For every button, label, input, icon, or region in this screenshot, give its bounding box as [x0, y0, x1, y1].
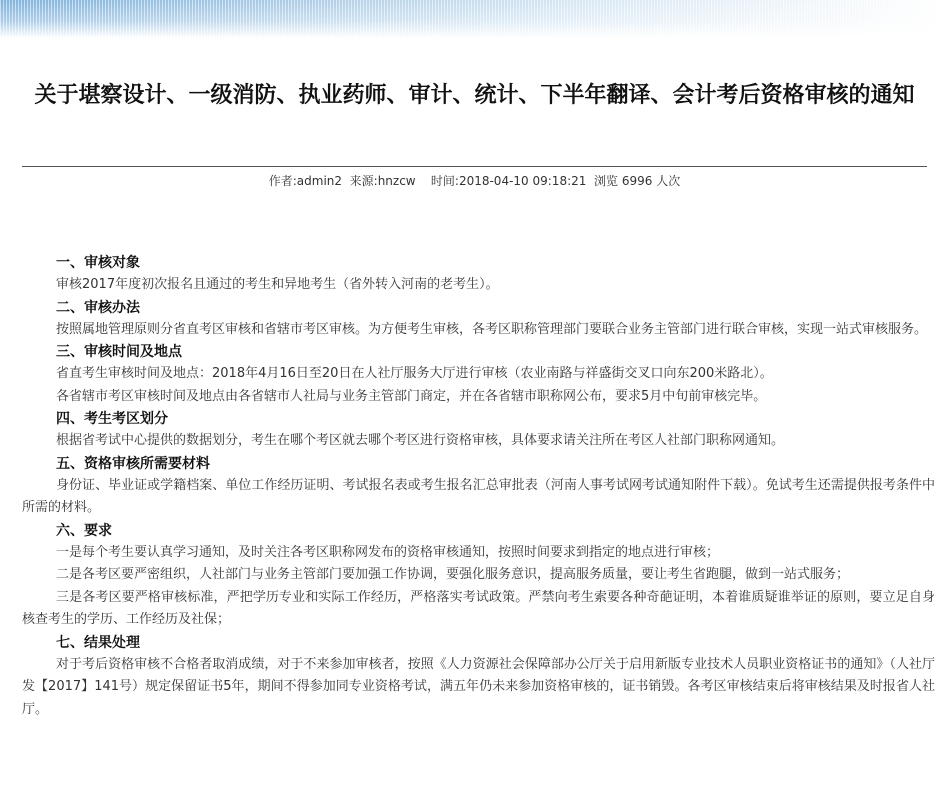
- article-title: 关于堪察设计、一级消防、执业药师、审计、统计、下半年翻译、会计考后资格审核的通知: [34, 82, 915, 108]
- section-heading-audit-method: 二、审核办法: [56, 299, 140, 316]
- time-label: 时间:: [430, 174, 459, 188]
- author-label: 作者:: [268, 174, 297, 188]
- article-body: [22, 252, 935, 721]
- author-value: admin2: [296, 174, 343, 188]
- section-heading-exam-district: 四、考生考区划分: [56, 411, 168, 427]
- section-heading-results: 七、结果处理: [56, 634, 140, 651]
- paragraph: 各省辖市考区审核时间及地点由各省辖市人社局与业务主管部门商定，并在各省辖市职称网公布，要求5月中旬前审核完毕。: [56, 388, 767, 404]
- paragraph: 按照属地管理原则分省直考区审核和省辖市考区审核。为方便考生审核，各考区职称管理部门要联合业务主管部门进行联合审核，实现一站式审核服务。: [56, 321, 928, 337]
- paragraph: 二是各考区要严密组织，人社部门与业务主管部门要加强工作协调，要强化服务意识，提高服务质量，要让考生省跑腿，做到一站式服务；: [56, 567, 850, 582]
- paragraph: 审核2017年度初次报名且通过的考生和异地考生（省外转入河南的老考生）。: [56, 277, 499, 292]
- time-value: 2018-04-10 09:18:21: [458, 174, 587, 188]
- article-meta: [22, 172, 927, 190]
- header-banner-fade: [0, 0, 945, 38]
- section-heading-time-place: 三、审核时间及地点: [56, 344, 182, 360]
- views-unit: 人次: [656, 174, 681, 188]
- paragraph: 根据省考试中心提供的数据划分，考生在哪个考区就去哪个考区进行资格审核，具体要求请关注所在考区人社部门职称网通知。: [56, 433, 785, 448]
- views-count: 6996: [621, 174, 653, 188]
- paragraph: 一是每个考生要认真学习通知，及时关注各考区职称网发布的资格审核通知，按照时间要求到指定的地点进行审核；: [56, 544, 720, 560]
- section-heading-audit-target: 一、审核对象: [56, 255, 140, 271]
- title-divider: [22, 166, 927, 167]
- paragraph: 身份证、毕业证或学籍档案、单位工作经历证明、考试报名表或考生报名汇总审批表（河南人事考试网考试通知附件下载）。免试考生还需提供报考条件中所需的材料。: [22, 477, 935, 515]
- paragraph: 省直考生审核时间及地点：2018年4月16日至20日在人社厅服务大厅进行审核（农业南路与祥盛街交叉口向东200米路北）。: [56, 366, 773, 381]
- section-heading-requirements: 六、要求: [56, 522, 112, 539]
- section-heading-materials: 五、资格审核所需要材料: [56, 455, 210, 472]
- source-value: hnzcw: [377, 174, 416, 188]
- paragraph: 三是各考区要严格审核标准，严把学历专业和实际工作经历，严格落实考试政策。严禁向考生索要各种奇葩证明，本着谁质疑谁举证的原则，要立足自身核查考生的学历、工作经历及社保；: [22, 589, 935, 627]
- paragraph: 对于考后资格审核不合格者取消成绩，对于不来参加审核者，按照《人力资源社会保障部办公厅关于启用新版专业技术人员职业资格证书的通知》（人社厅发【2017】141号）规定保留证书5年，期间不得参加同专业资格考试，满五年仍未来参加资格审核的，证书销毁。各考区审核结束后将审核结果及时报省人社厅。: [22, 656, 935, 717]
- views-label: 浏览: [594, 174, 619, 188]
- source-label: 来源:: [349, 174, 378, 188]
